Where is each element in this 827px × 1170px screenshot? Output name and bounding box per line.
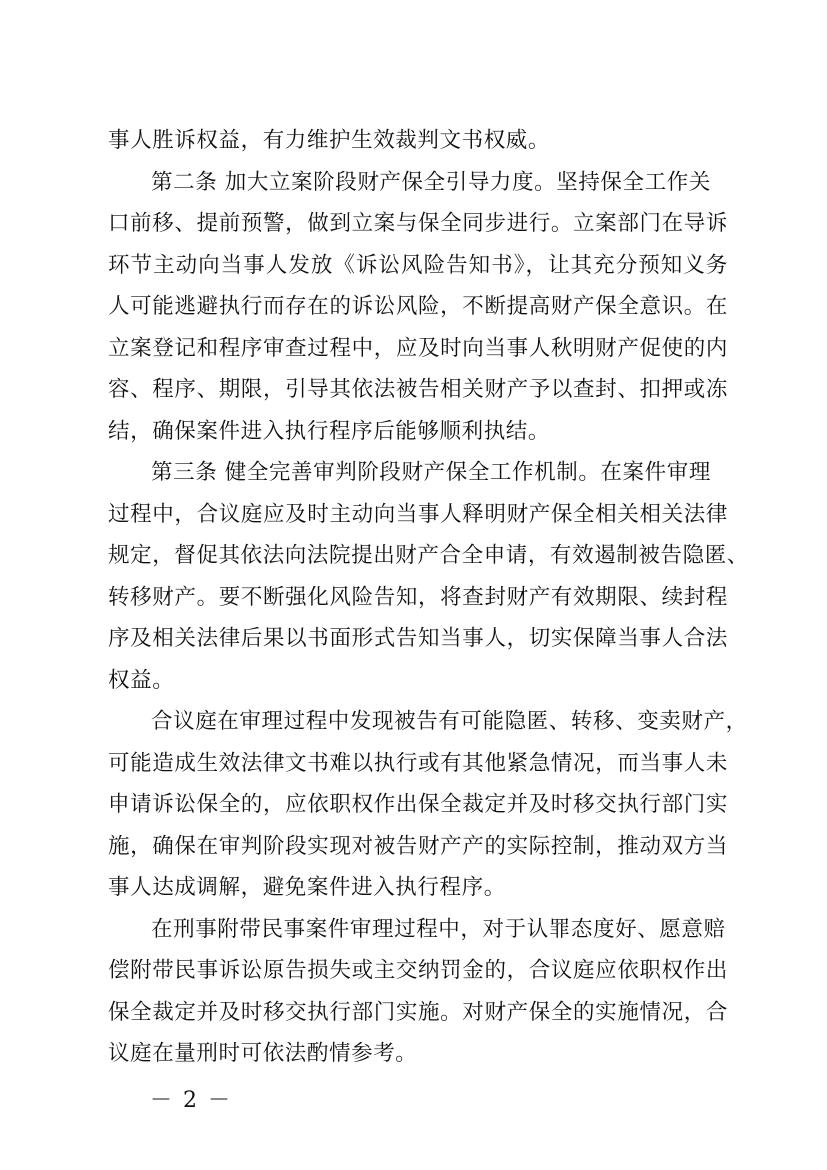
text-line-17: 申请诉讼保全的，应依职权作出保全裁定并及时移交执行部门实 — [108, 792, 728, 817]
text-line-8: 结，确保案件进入执行程序后能够顺利执结。 — [108, 418, 551, 444]
text-line-6: 立案登记和程序审查过程中，应及时向当事人秋明财产促使的内 — [108, 335, 728, 361]
text-line-9: 第三条 健全完善审判阶段财产保全工作机制。在案件审理 — [151, 460, 711, 485]
text-line-23: 议庭在量刑时可依法酌情参考。 — [108, 1041, 418, 1066]
text-line-16: 可能造成生效法律文书难以执行或有其他紧急情况，而当事人未 — [108, 750, 728, 776]
text-line-5: 人可能逃避执行而存在的诉讼风险，不断提高财产保全意识。在 — [108, 294, 728, 319]
text-line-13: 序及相关法律后果以书面形式告知当事人，切实保障当事人合法 — [108, 626, 728, 651]
text-line-7: 容、程序、期限，引导其依法被告相关财产予以查封、扣押或冻 — [108, 377, 728, 402]
text-line-2: 第二条 加大立案阶段财产保全引导力度。坚持保全工作关 — [151, 169, 711, 195]
text-line-4: 环节主动向当事人发放《诉讼风险告知书》，让其充分预知义务 — [108, 252, 728, 278]
text-line-10: 过程中，合议庭应及时主动向当事人释明财产保全相关相关法律 — [108, 501, 728, 527]
document-body — [108, 120, 749, 1075]
text-line-19: 事人达成调解，避免案件进入执行程序。 — [108, 875, 506, 900]
text-line-11: 规定，督促其依法向法院提出财产合全申请，有效遏制被告隐匿、 — [108, 543, 749, 568]
text-line-12: 转移财产。要不断强化风险告知，将查封财产有效期限、续封程 — [108, 584, 728, 610]
text-line-3: 口前移、提前预警，做到立案与保全同步进行。立案部门在导诉 — [108, 211, 728, 236]
text-line-15: 合议庭在审理过程中发现被告有可能隐匿、转移、变卖财产， — [151, 709, 748, 734]
text-line-1: 事人胜诉权益，有力维护生效裁判文书权威。 — [108, 128, 551, 153]
text-line-22: 保全裁定并及时移交执行部门实施。对财产保全的实施情况，合 — [108, 999, 728, 1025]
text-line-18: 施，确保在审判阶段实现对被告财产产的实际控制，推动双方当 — [108, 833, 728, 859]
page-number: － 2 － — [150, 1088, 232, 1113]
text-line-14: 权益。 — [108, 667, 175, 693]
text-line-20: 在刑事附带民事案件审理过程中，对于认罪态度好、愿意赔 — [151, 916, 726, 942]
text-line-21: 偿附带民事诉讼原告损失或主交纳罚金的，合议庭应依职权作出 — [108, 958, 728, 983]
